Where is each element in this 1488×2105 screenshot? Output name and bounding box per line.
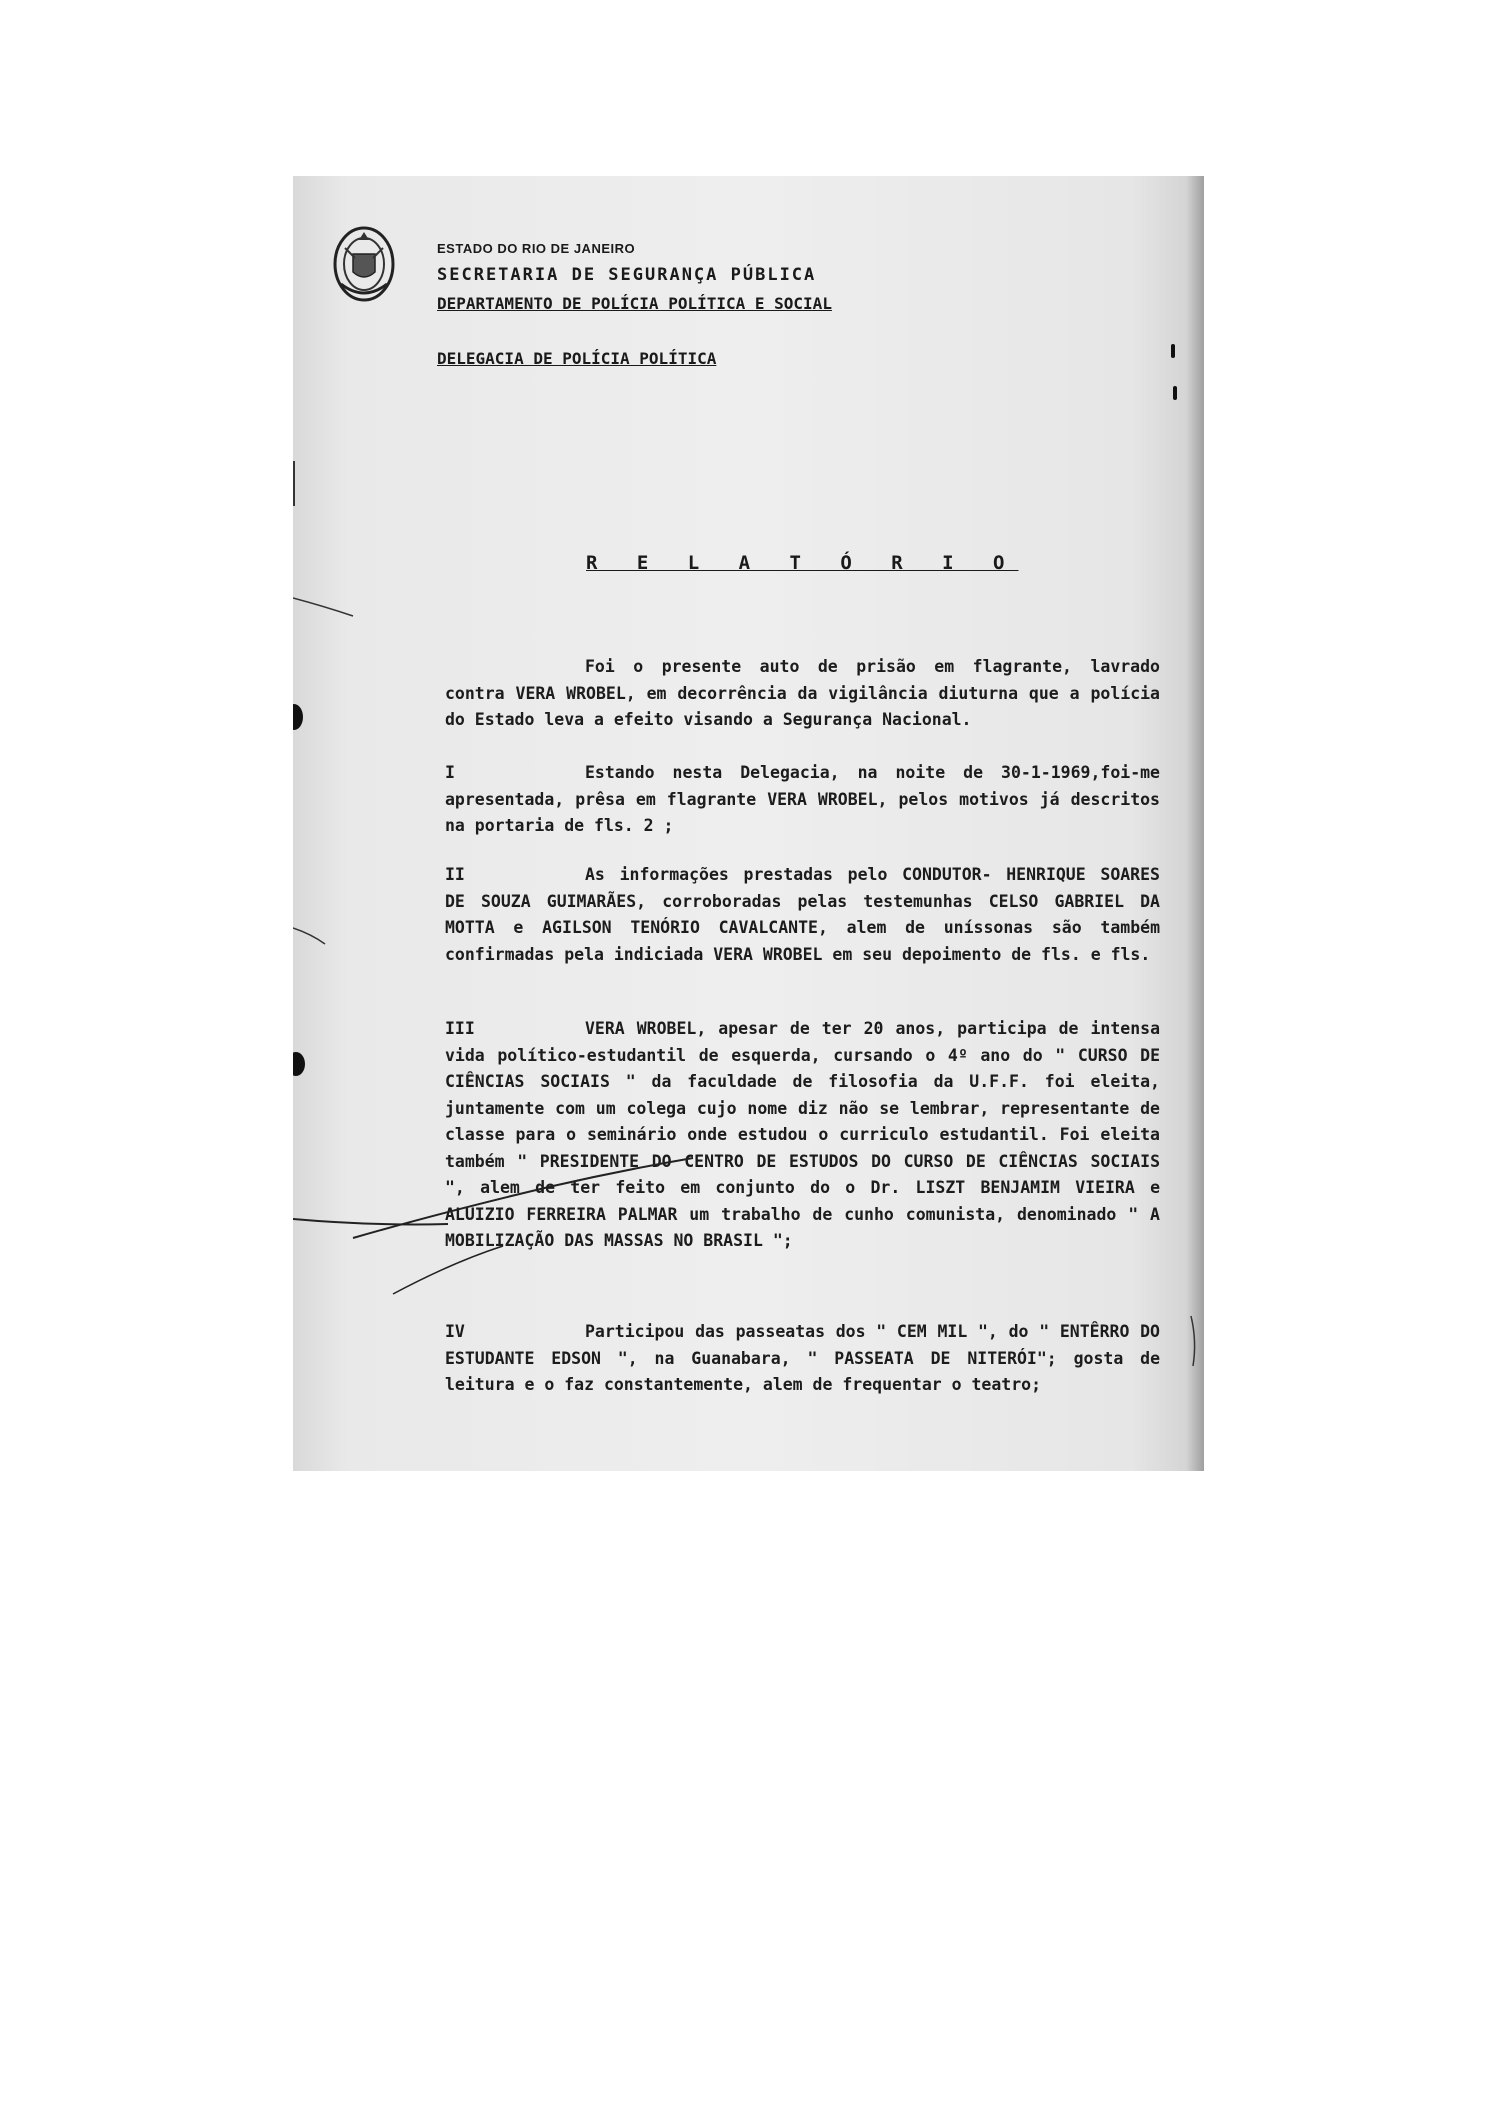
item-text: As informações prestadas pelo CONDUTOR- HENRIQUE SOARES DE SOUZA GUIMARÃES, corroboradas pelas testemunhas CELSO GABRIEL DA MOTTA e AGILSON TENÓRIO CAVALCANTE, alem de uníssonas são também confirmadas pela indiciada VERA WROBEL em seu depoimento de fls. e fls. xyxy=(445,865,1160,964)
pen-strike-marks xyxy=(293,176,1204,1471)
item-number: II xyxy=(445,865,465,884)
item-text: Estando nesta Delegacia, na noite de 30-1-1969,foi-me apresentada, prêsa em flagrante VERA WROBEL, pelos motivos já descritos na portaria de fls. 2 ; xyxy=(445,763,1160,835)
header-state: ESTADO DO RIO DE JANEIRO xyxy=(437,241,636,256)
item-text: VERA WROBEL, apesar de ter 20 anos, participa de intensa vida político-estudantil de esquerda, cursando o 4º ano do " CURSO DE CIÊNCIAS SOCIAIS " da faculdade de filosofia da U.F.F. foi eleita, juntamente com um colega cujo nome diz não se lembrar, representante de classe para o seminário onde estudou o curriculo estudantil. Foi eleita também " PRESIDENTE DO CENTRO DE ESTUDOS DO CURSO DE CIÊNCIAS SOCIAIS ", alem de ter feito em conjunto do o Dr. LISZT BENJAMIM VIEIRA e ALUIZIO FERREIRA PALMAR um trabalho de cunho comunista, denominado " A MOBILIZAÇÃO DAS MASSAS NO BRASIL "; xyxy=(445,1019,1160,1250)
item-number: I xyxy=(445,763,455,782)
item-text: Participou das passeatas dos " CEM MIL ", do " ENTÊRRO DO ESTUDANTE EDSON ", na Guanabara, " PASSEATA DE NITERÓI"; gosta de leitura e o faz constantemente, alem de frequentar o teatro; xyxy=(445,1322,1160,1394)
item-number: IV xyxy=(445,1322,465,1341)
header-department: DEPARTAMENTO DE POLÍCIA POLÍTICA E SOCIAL xyxy=(437,294,832,313)
item-number: III xyxy=(445,1019,475,1038)
header-delegacy: DELEGACIA DE POLÍCIA POLÍTICA xyxy=(437,349,717,368)
document-title: R E L A T Ó R I O xyxy=(586,552,1019,574)
intro-paragraph: Foi o presente auto de prisão em flagrante, lavrado contra VERA WROBEL, em decorrência da vigilância diuturna que a polícia do Estado leva a efeito visando a Segurança Nacional. xyxy=(445,657,1160,729)
document-page xyxy=(293,176,1204,1471)
header-secretariat: SECRETARIA DE SEGURANÇA PÚBLICA xyxy=(437,265,817,285)
